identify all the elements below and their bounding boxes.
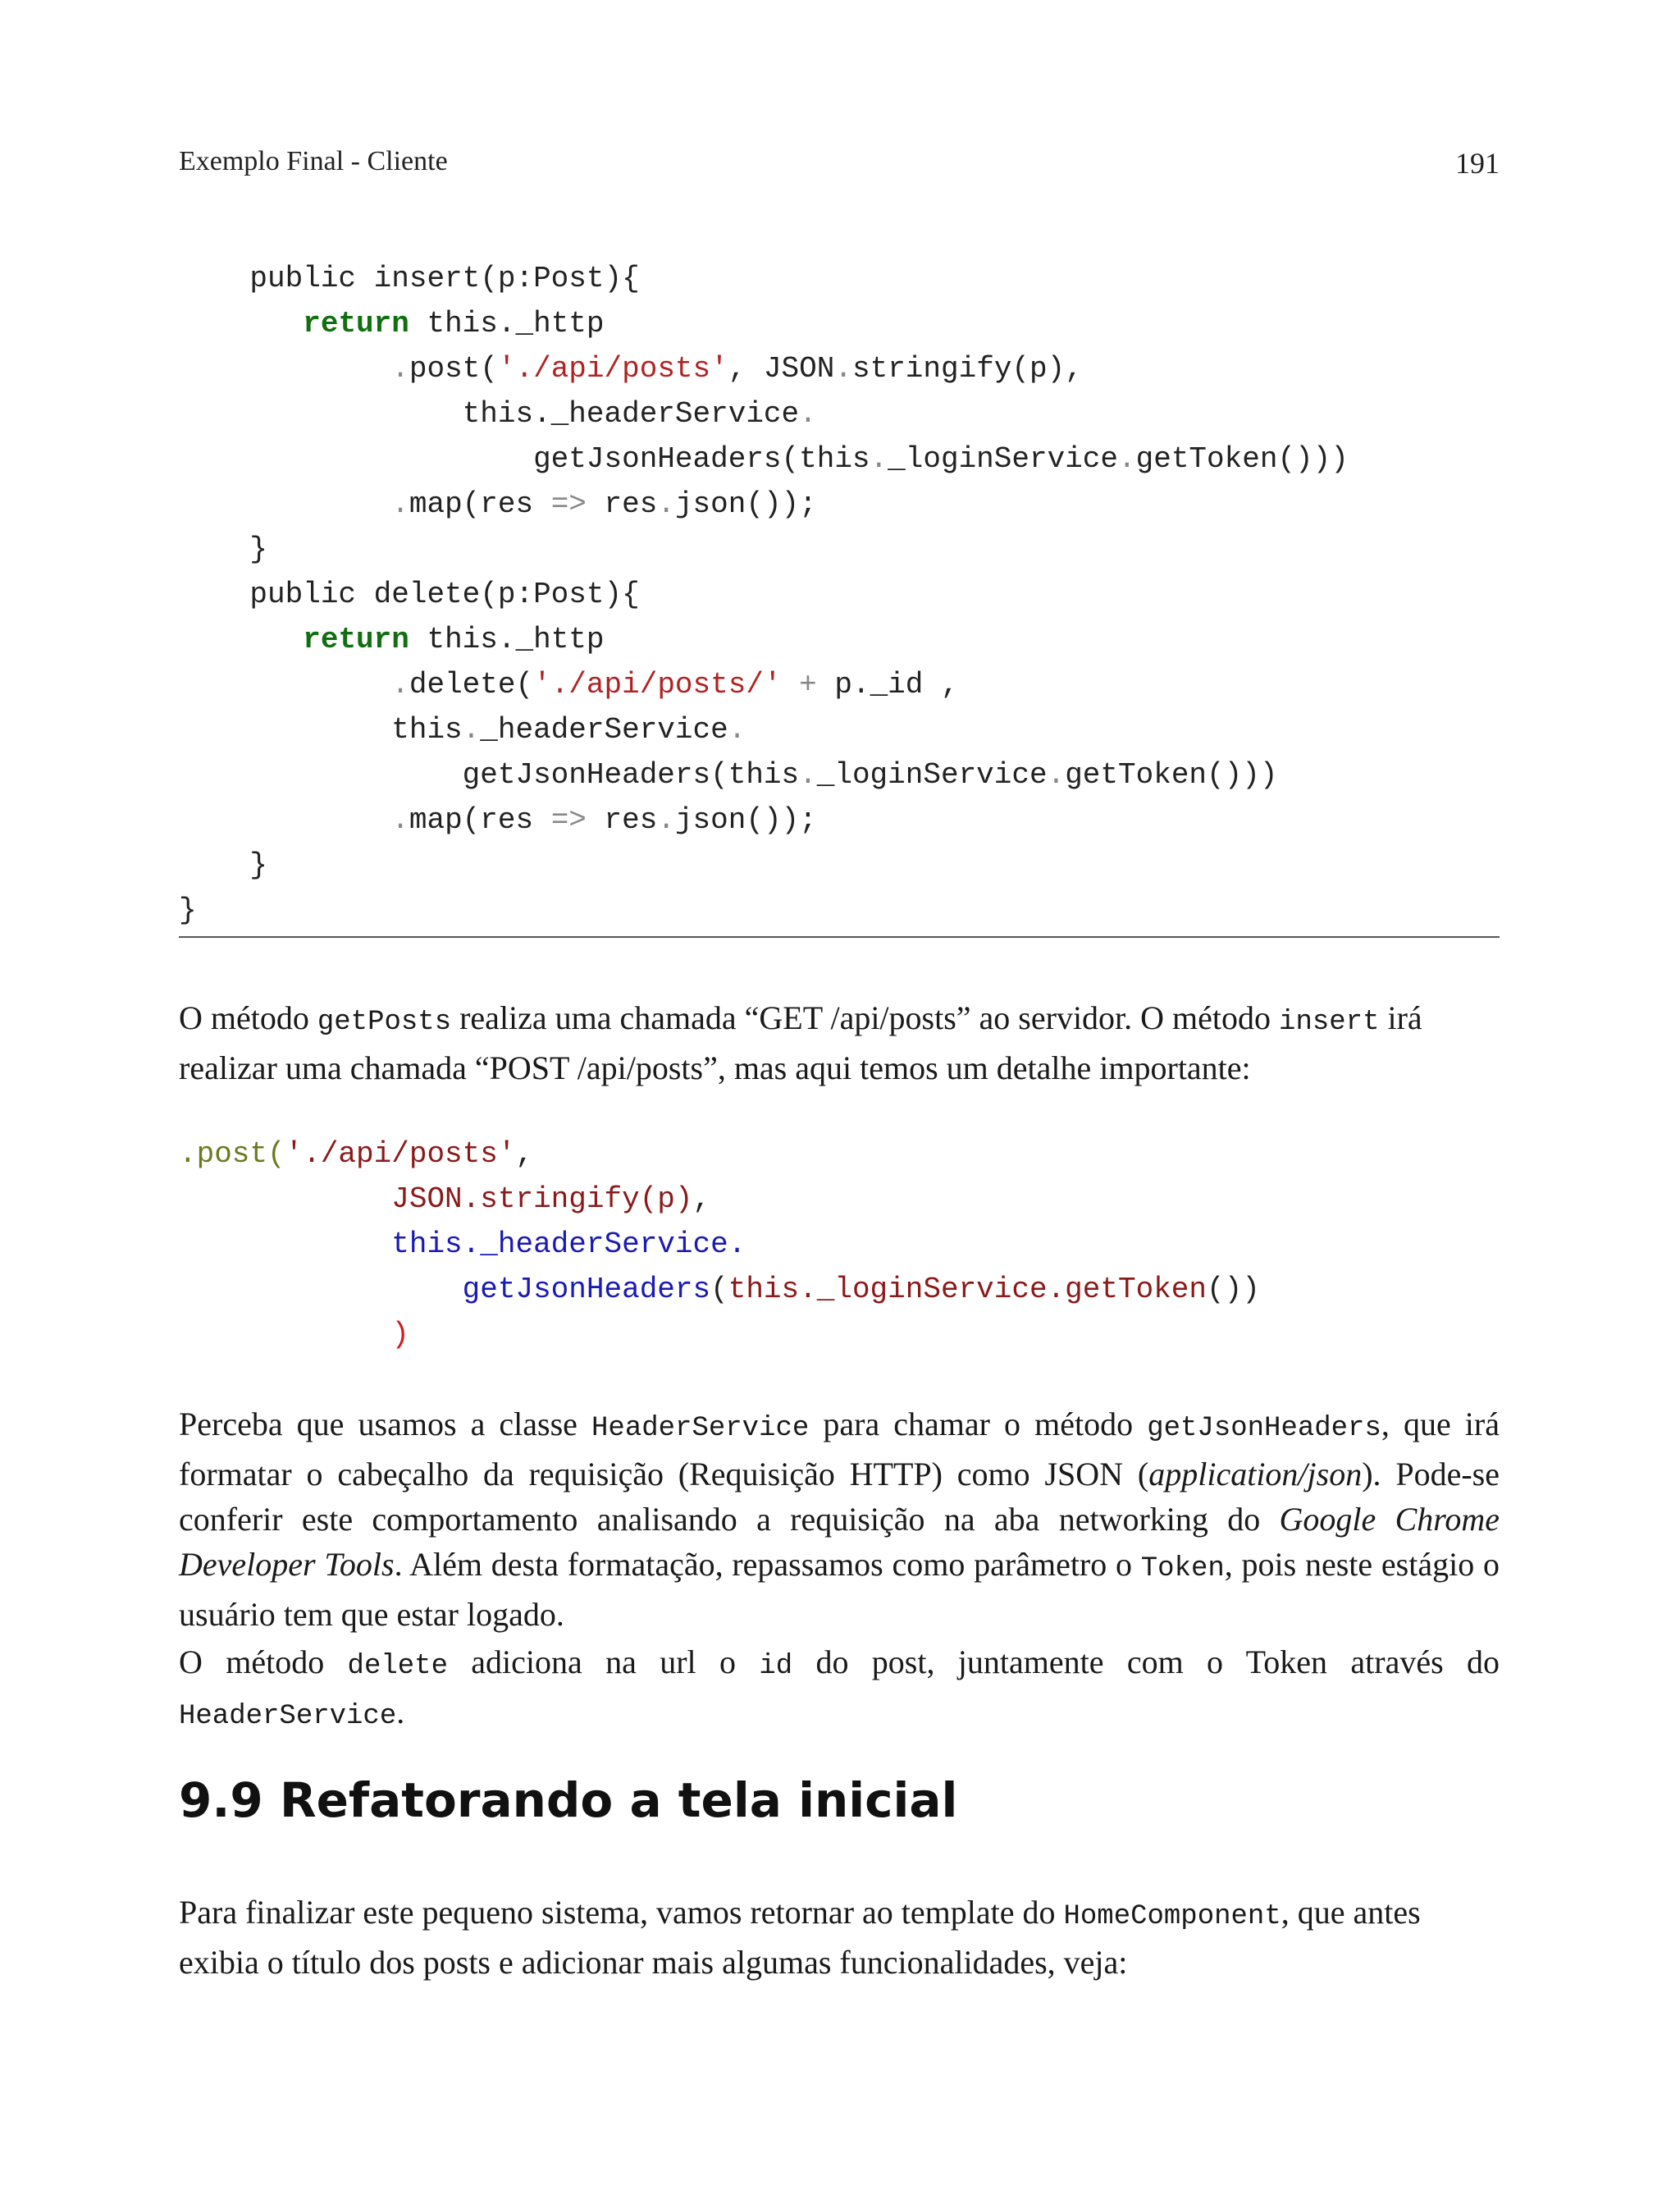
code-line-5: getJsonHeaders(this._loginService.getToken())) (179, 442, 1349, 476)
code-line-14: } (179, 848, 268, 882)
code-snippet-post-call (179, 1131, 1260, 1357)
inline-code-insert: insert (1279, 1007, 1380, 1038)
code-line-8: public delete(p:Post){ (179, 578, 640, 611)
inline-code-homecomponent: HomeComponent (1063, 1901, 1281, 1932)
running-header-title: Exemplo Final - Cliente (179, 146, 448, 176)
code-line-7: } (179, 533, 268, 566)
inline-code-headerservice: HeaderService (591, 1413, 810, 1444)
page-number: 191 (1455, 147, 1500, 180)
italic-application-json: application/json (1148, 1456, 1363, 1492)
paragraph-getposts-insert: O método getPosts realiza uma chamada “GET /api/posts” ao servidor. O método insert irá realizar uma chamada “POST /api/posts”, mas aqui temos um detalhe importante: (179, 999, 1422, 1086)
snippet-line-2: JSON.stringify(p), (391, 1182, 711, 1216)
inline-code-getposts: getPosts (317, 1007, 452, 1038)
inline-code-delete: delete (347, 1651, 448, 1682)
code-listing-divider (179, 936, 1500, 938)
code-listing-post-service (179, 256, 1349, 933)
code-line-15: } (179, 894, 197, 927)
inline-code-getjsonheaders: getJsonHeaders (1147, 1413, 1381, 1444)
paragraph-headerservice: Perceba que usamos a classe HeaderService para chamar o método getJsonHeaders, que irá formatar o cabeçalho da requisição (Requisição HTTP) como JSON (application/json). Pode-se conferir este comportamento analisando a requisição na aba networking do Google Chrome Developer Tools. Além desta formatação, repassamos como parâmetro o Token, pois neste estágio o usuário tem que estar logado. (179, 1406, 1500, 1633)
paragraph-homecomponent: Para finalizar este pequeno sistema, vamos retornar ao template do HomeComponent, que antes exibia o título dos posts e adicionar mais algumas funcionalidades, veja: (179, 1894, 1421, 1981)
code-line-10: .delete('./api/posts/' + p._id , (391, 668, 959, 702)
snippet-line-3: this._headerService. (391, 1227, 746, 1261)
paragraph-delete-method: O método delete adiciona na url o id do post, juntamente com o Token através do HeaderService. (179, 1643, 1500, 1732)
snippet-line-4: getJsonHeaders(this._loginService.getToken()) (462, 1273, 1260, 1306)
code-line-6: .map(res => res.json()); (391, 487, 817, 521)
code-line-13: .map(res => res.json()); (391, 803, 817, 837)
snippet-line-1: .post('./api/posts', (179, 1137, 534, 1171)
italic-devtools: Google Chrome Developer Tools (179, 1501, 1500, 1583)
inline-code-token: Token (1140, 1553, 1225, 1584)
section-heading: 9.9 Refatorando a tela inicial (179, 1772, 958, 1828)
code-line-4: this._headerService. (179, 397, 817, 431)
code-line-11: this._headerService. (179, 713, 746, 747)
snippet-line-5: ) (391, 1318, 409, 1351)
inline-code-id: id (759, 1651, 793, 1682)
code-line-9: return this._http (303, 623, 605, 656)
code-line-3: .post('./api/posts', JSON.stringify(p), (391, 352, 1083, 386)
inline-code-headerservice-2: HeaderService (179, 1701, 397, 1732)
code-line-12: getJsonHeaders(this._loginService.getToken())) (179, 758, 1278, 792)
code-line-1: public insert(p:Post){ (179, 262, 640, 295)
code-line-2: return this._http (303, 307, 605, 341)
